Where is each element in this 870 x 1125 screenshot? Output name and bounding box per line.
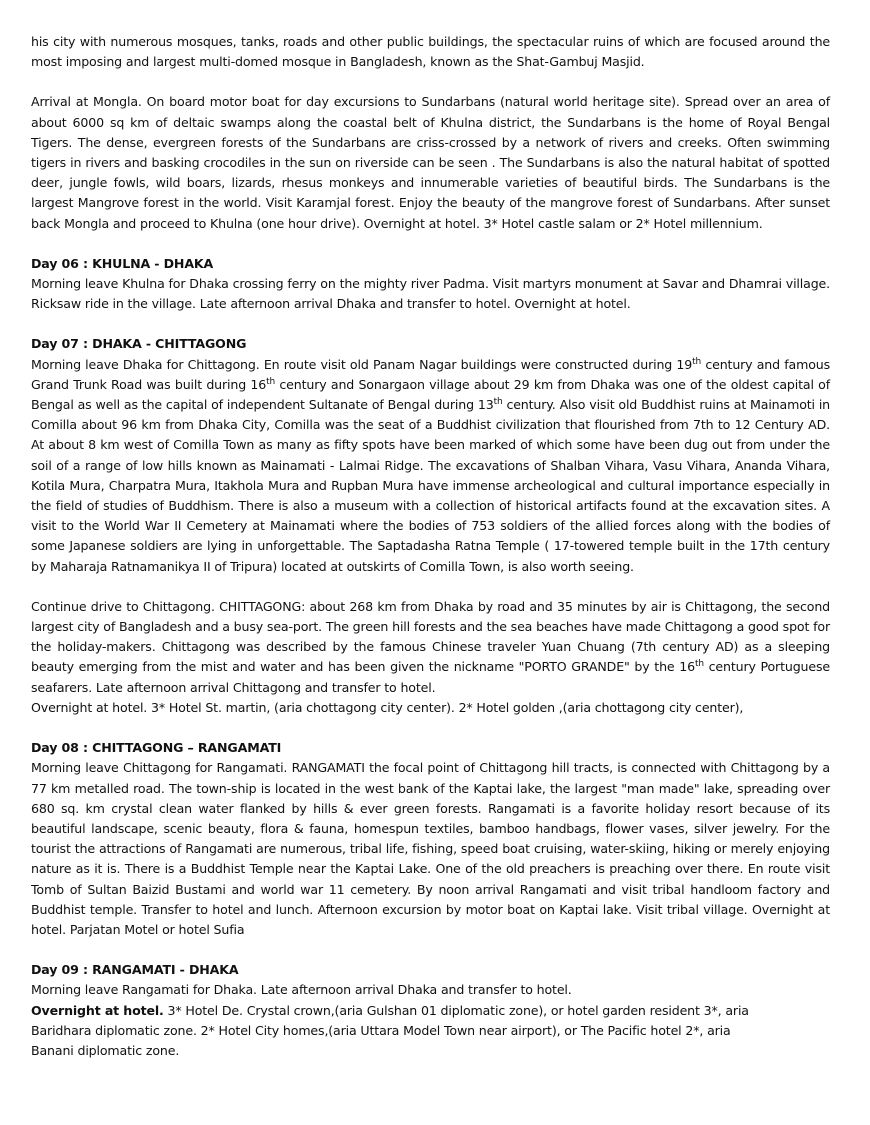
day-07-overnight: Overnight at hotel. 3* Hotel St. martin, (aria chottagong city center). 2* Hotel golden ,(aria chottagong city center), [31,699,744,715]
day-07-text-1: Morning leave Dhaka for Chittagong. En route visit old Panam Nagar buildings were constructed during 19 [31,356,693,372]
chittagong-text-1: Continue drive to Chittagong. CHITTAGONG: about 268 km from Dhaka by road and 35 minutes by air is Chittagong, the second largest city of Bangladesh and a busy sea-port. The green hill forests and the sea beaches have made Chittagong a good spot for the holiday-makers. Chittagong was described by the famous Chinese traveler Yuan Chuang (7th century AD) as a sleeping beauty emerging from the mist and water and has been given the nickname "PORTO GRANDE" by the 16 [31,598,830,675]
overnight-label: Overnight at hotel. [31,1002,164,1018]
day-06-heading: Day 06 : KHULNA - DHAKA [31,255,214,271]
day-07-text-4: century. Also visit old Buddhist ruins at Mainamoti in Comilla about 96 km from Dhaka City, Comilla was the seat of a Buddhist civilization that flourished from 7th to 12 Century AD. At about 8 km west of Comilla Town as many as fifty spots have been marked of which some have been dug out from under the soil of a range of low hills known as Mainamati - Lalmai Ridge. The excavations of Shalban Vihara, Vasu Vihara, Ananda Vihara, Kotila Mura, Charpatra Mura, Itakhola Mura and Rupban Mura have immense archeological and cultural importance especially in the field of studies of Buddhism. There is also a museum with a collection of historical artifacts found at the excavation sites. A visit to the World War II Cemetery at Mainamati where the bodies of 753 soldiers of the allied forces along with the bodies of some Japanese soldiers are lying in unforgettable. The Saptadasha Ratna Temple ( 17-towered temple built in the 17th century by Maharaja Ratnamanikya II of Tripura) located at outskirts of Comilla Town, is also worth seeing. [31,397,830,574]
day-07-sup-1: th [692,356,702,367]
day-07-sup-2: th [266,376,276,387]
chittagong-paragraph [31,597,830,698]
overnight-line-2: Baridhara diplomatic zone. 2* Hotel City homes,(aria Uttara Model Town near airport), or The Pacific hotel 2*, aria [31,1022,731,1038]
day-07-text-3: century and Sonargaon village about 29 km from Dhaka was one of the oldest capital of Bengal as well as the capital of independent Sultanate of Bengal during 13 [31,376,830,413]
day-08-body: Morning leave Chittagong for Rangamati. RANGAMATI the focal point of Chittagong hill tracts, is connected with Chittagong by a 77 km metalled road. The town-ship is located in the west bank of the Kaptai lake, the largest "man made" lake, spreading over 680 sq. km crystal clean water flanked by hills & ever green forests. Rangamati is a favorite holiday resort because of its beautiful landscape, scenic beauty, flora & fauna, homespun textiles, bamboo handbags, flower vases, silver jewelry. For the tourist the attractions of Rangamati are numerous, tribal life, fishing, speed boat cruising, water-skiing, hiking or merely enjoying nature as it is. There is a Buddhist Temple near the Kaptai Lake. One of the old preachers is preaching over there. En route visit Tomb of Sultan Baizid Bustami and world war 11 cemetery. By noon arrival Rangamati and visit tribal handloom factory and Buddhist temple. Transfer to hotel and lunch. Afternoon excursion by motor boat on Kaptai lake. Visit tribal village. Overnight at hotel. Parjatan Motel or hotel Sufia [31,760,830,937]
day-09-overnight [31,1001,830,1062]
overnight-line-1: 3* Hotel De. Crystal crown,(aria Gulshan 01 diplomatic zone), or hotel garden resident 3*, aria [163,1002,749,1018]
day-07-body [31,355,830,577]
day-09-body: Morning leave Rangamati for Dhaka. Late afternoon arrival Dhaka and transfer to hotel. [31,982,572,998]
sundarbans-paragraph: Arrival at Mongla. On board motor boat for day excursions to Sundarbans (natural world heritage site). Spread over an area of about 6000 sq km of deltaic swamps along the coastal belt of Khulna district, the Sundarbans is the home of Royal Bengal Tigers. The dense, evergreen forests of the Sundarbans are criss-crossed by a network of rivers and creeks. Often swimming tigers in rivers and basking crocodiles in the sun on riverside can be seen . The Sundarbans is also the natural habitat of spotted deer, jungle fowls, wild boars, lizards, rhesus monkeys and innumerable varieties of beautiful birds. The Sundarbans is the largest Mangrove forest in the world. Visit Karamjal forest. Enjoy the beauty of the mangrove forest of Sundarbans. After sunset back Mongla and proceed to Khulna (one hour drive). Overnight at hotel. 3* Hotel castle salam or 2* Hotel millennium. [31,94,830,231]
day-07-text-2: century and famous Grand Trunk Road was built during 16 [31,356,831,392]
day-08-heading: Day 08 : CHITTAGONG – RANGAMATI [31,740,282,756]
overnight-line-3: Banani diplomatic zone. [31,1042,180,1058]
chittagong-text-2: century Portuguese seafarers. Late afternoon arrival Chittagong and transfer to hotel. [31,659,830,695]
day-07-heading: Day 07 : DHAKA - CHITTAGONG [31,336,247,352]
chittagong-sup: th [694,659,704,670]
intro-paragraph: his city with numerous mosques, tanks, roads and other public buildings, the spectacular ruins of which are focused around the most imposing and largest multi-domed mosque in Bangladesh, known as the Shat-Gambuj Masjid. [31,34,830,70]
day-09-heading: Day 09 : RANGAMATI - DHAKA [31,962,239,978]
day-06-body: Morning leave Khulna for Dhaka crossing ferry on the mighty river Padma. Visit martyrs monument at Savar and Dhamrai village. Ricksaw ride in the village. Late afternoon arrival Dhaka and transfer to hotel. Overnight at hotel. [31,276,830,312]
day-07-sup-3: th [493,397,503,408]
